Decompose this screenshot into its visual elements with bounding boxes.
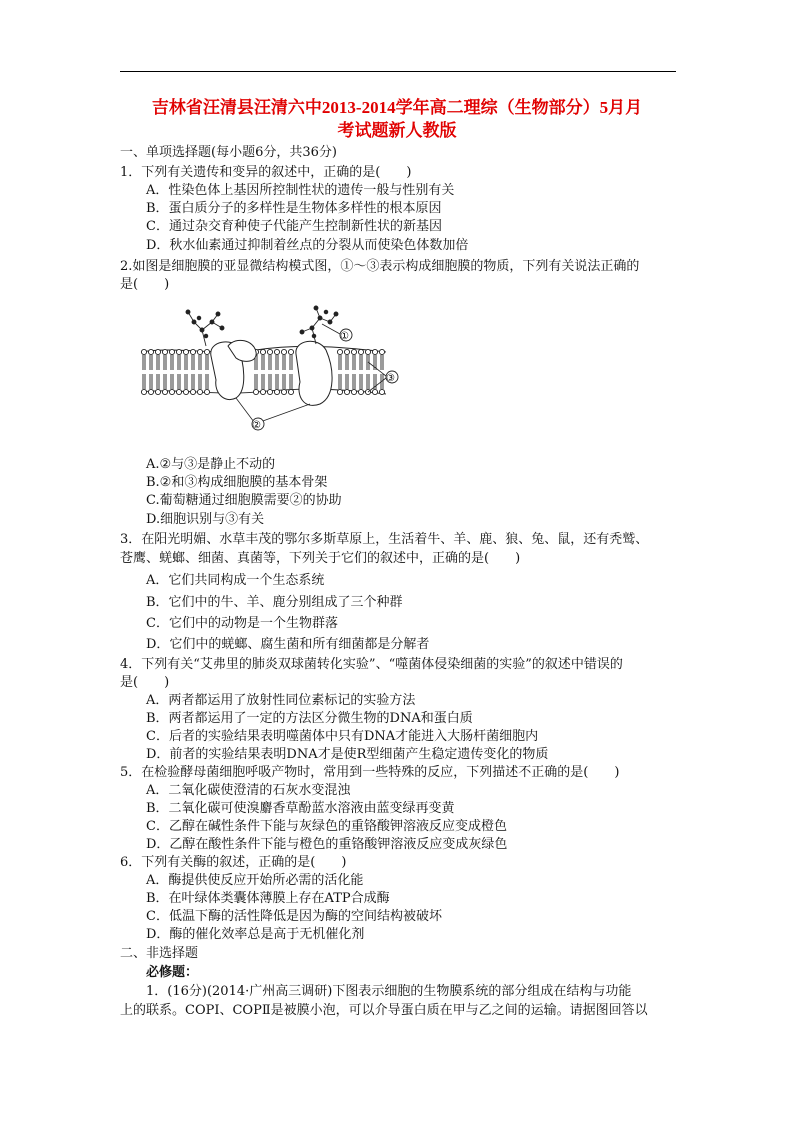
phospholipid-head [190, 349, 195, 354]
q2-option-c: C.葡萄糖通过细胞膜需要②的协助 [146, 493, 342, 508]
q3-option-b: B．它们中的牛、羊、鹿分别组成了三个种群 [146, 595, 403, 610]
phospholipid-head [155, 349, 160, 354]
phospholipid-head [183, 349, 188, 354]
q5-option-d: D．乙醇在酸性条件下能与橙色的重铬酸钾溶液反应变成灰绿色 [146, 837, 508, 852]
q3-option-a: A．它们共同构成一个生态系统 [146, 573, 325, 588]
phospholipid-head [274, 389, 279, 394]
phospholipid-head [155, 389, 160, 394]
cell-membrane-diagram [136, 300, 406, 440]
label-2: ② [252, 420, 261, 431]
phospholipid-head [169, 389, 174, 394]
phospholipid-tail [339, 374, 341, 389]
phospholipid-tail [255, 374, 257, 389]
q2-stem-line2: 是( ) [120, 277, 170, 292]
phospholipid-head [379, 349, 384, 354]
q2-option-a: A.②与③是静止不动的 [146, 457, 276, 472]
phospholipid-head [204, 389, 209, 394]
phospholipid-head [197, 349, 202, 354]
phospholipid-tail [206, 374, 208, 389]
section-heading-1: 一、单项选择题(每小题6分，共36分) [120, 145, 337, 160]
phospholipid-tail [346, 355, 348, 370]
q1-option-b: B．蛋白质分子的多样性是生物体多样性的根本原因 [146, 201, 442, 216]
q1-option-c: C．通过杂交育种使子代能产生控制新性状的新基因 [146, 219, 442, 234]
phospholipid-tail [269, 355, 271, 370]
q6-option-b: B．在叶绿体类囊体薄膜上存在ATP合成酶 [146, 891, 390, 906]
phospholipid-head [281, 389, 286, 394]
phospholipid-head [358, 389, 363, 394]
phospholipid-head [351, 349, 356, 354]
phospholipid-tail [276, 355, 278, 370]
phospholipid-tail [185, 355, 187, 370]
phospholipid-tail [339, 355, 341, 370]
q4-stem-line2: 是( ) [120, 675, 170, 690]
phospholipid-head [197, 389, 202, 394]
phospholipid-tail [150, 355, 152, 370]
phospholipid-tail [164, 355, 166, 370]
q5-stem: 5．在检验酵母菌细胞呼吸产物时，常用到一些特殊的反应，下列描述不正确的是( ) [120, 765, 620, 780]
doc-title-line1: 吉林省汪清县汪清六中2013-2014学年高二理综（生物部分）5月月 [151, 98, 643, 117]
phospholipid-head [176, 389, 181, 394]
q3-option-d: D．它们中的蜣螂、腐生菌和所有细菌都是分解者 [146, 637, 430, 652]
q3-option-c: C．它们中的动物是一个生物群落 [146, 616, 338, 631]
q3-stem-line1: 3．在阳光明媚、水草丰茂的鄂尔多斯草原上，生活着牛、羊、鹿、狼、兔、鼠，还有秃鹫、 [120, 532, 649, 547]
phospholipid-head [169, 349, 174, 354]
phospholipid-head [274, 349, 279, 354]
q3-stem-line2: 苍鹰、蜣螂、细菌、真菌等，下列关于它们的叙述中，正确的是( ) [120, 551, 521, 566]
phospholipid-tail [360, 374, 362, 389]
phospholipid-tail [192, 374, 194, 389]
phospholipid-head [281, 349, 286, 354]
phospholipid-head [253, 389, 258, 394]
phospholipid-tail [199, 355, 201, 370]
q6-option-d: D．酶的催化效率总是高于无机催化剂 [146, 927, 365, 942]
phospholipid-head [176, 349, 181, 354]
phospholipid-tail [164, 374, 166, 389]
phospholipid-head [337, 389, 342, 394]
phospholipid-tail [157, 374, 159, 389]
q5-option-a: A．二氧化碳使澄清的石灰水变混浊 [146, 783, 351, 798]
header-rule [120, 71, 676, 72]
phospholipid-tail [381, 355, 383, 370]
phospholipid-tail [269, 374, 271, 389]
phospholipid-tail [150, 374, 152, 389]
q7-line1: 1．(16分)(2014·广州高三调研)下图表示细胞的生物膜系统的部分组成在结构与功能 [146, 984, 632, 999]
phospholipid-tail [157, 355, 159, 370]
q4-option-b: B．两者都运用了一定的方法区分微生物的DNA和蛋白质 [146, 711, 473, 726]
phospholipid-head [365, 349, 370, 354]
phospholipid-head [204, 349, 209, 354]
q1-option-a: A．性染色体上基因所控制性状的遗传一般与性别有关 [146, 183, 455, 198]
phospholipid-head [190, 389, 195, 394]
phospholipid-head [372, 389, 377, 394]
phospholipid-head [141, 349, 146, 354]
phospholipid-tail [206, 355, 208, 370]
phospholipid-tail [283, 374, 285, 389]
phospholipid-tail [262, 374, 264, 389]
q5-option-b: B．二氧化碳可使溴麝香草酚蓝水溶液由蓝变绿再变黄 [146, 801, 455, 816]
phospholipid-head [351, 389, 356, 394]
q2-option-b: B.②和③构成细胞膜的基本骨架 [146, 475, 328, 490]
label-3: ③ [386, 373, 395, 384]
phospholipid-tail [276, 374, 278, 389]
phospholipid-head [337, 349, 342, 354]
phospholipid-head [260, 349, 265, 354]
phospholipid-tail [192, 355, 194, 370]
phospholipid-tail [353, 355, 355, 370]
q6-stem: 6．下列有关酶的叙述，正确的是( ) [120, 855, 347, 870]
phospholipid-tail [185, 374, 187, 389]
section-heading-2: 二、非选择题 [120, 946, 199, 961]
doc-title-line2: 考试题新人教版 [337, 121, 457, 140]
required-heading: 必修题： [146, 965, 199, 980]
phospholipid-tail [262, 355, 264, 370]
phospholipid-tail [346, 374, 348, 389]
q6-option-a: A．酶提供使反应开始所必需的活化能 [146, 873, 364, 888]
q2-stem-line1: 2.如图是细胞膜的亚显微结构模式图，①～③表示构成细胞膜的物质，下列有关说法正确的 [120, 259, 640, 274]
q7-line2: 上的联系。COPⅠ、COPⅡ是被膜小泡，可以介导蛋白质在甲与乙之间的运输。请据图回答以 [120, 1003, 648, 1018]
phospholipid-tail [143, 355, 145, 370]
phospholipid-head [267, 349, 272, 354]
phospholipid-tail [353, 374, 355, 389]
q1-stem: 1．下列有关遗传和变异的叙述中，正确的是( ) [120, 165, 412, 180]
phospholipid-head [379, 389, 384, 394]
q2-option-d: D.细胞识别与③有关 [146, 512, 265, 527]
phospholipid-head [148, 349, 153, 354]
q4-option-a: A．两者都运用了放射性同位素标记的实验方法 [146, 693, 416, 708]
lipid-bilayer [141, 346, 386, 394]
phospholipid-tail [178, 355, 180, 370]
q4-stem-line1: 4．下列有关“艾弗里的肺炎双球菌转化实验”、“噬菌体侵染细菌的实验”的叙述中错误的 [120, 657, 623, 672]
phospholipid-head [260, 389, 265, 394]
phospholipid-tail [171, 355, 173, 370]
q1-option-d: D．秋水仙素通过抑制着丝点的分裂从而使染色体数加倍 [146, 238, 469, 253]
phospholipid-tail [367, 374, 369, 389]
phospholipid-head [141, 389, 146, 394]
phospholipid-head [344, 389, 349, 394]
phospholipid-tail [360, 355, 362, 370]
phospholipid-head [372, 349, 377, 354]
phospholipid-head [358, 349, 363, 354]
phospholipid-head [148, 389, 153, 394]
phospholipid-tail [143, 374, 145, 389]
phospholipid-head [267, 389, 272, 394]
phospholipid-tail [290, 355, 292, 370]
phospholipid-tail [199, 374, 201, 389]
q4-option-d: D．前者的实验结果表明DNA才是使R型细菌产生稳定遗传变化的物质 [146, 747, 549, 762]
phospholipid-head [183, 389, 188, 394]
phospholipid-head [344, 349, 349, 354]
phospholipid-tail [178, 374, 180, 389]
phospholipid-tail [290, 374, 292, 389]
phospholipid-tail [171, 374, 173, 389]
glycocalyx-chains [186, 306, 338, 346]
q4-option-c: C．后者的实验结果表明噬菌体中只有DNA才能进入大肠杆菌细胞内 [146, 729, 539, 744]
label-1: ① [340, 331, 349, 342]
phospholipid-head [288, 349, 293, 354]
phospholipid-head [162, 389, 167, 394]
phospholipid-head [162, 349, 167, 354]
phospholipid-head [288, 389, 293, 394]
q5-option-c: C．乙醇在碱性条件下能与灰绿色的重铬酸钾溶液反应变成橙色 [146, 819, 507, 834]
phospholipid-tail [283, 355, 285, 370]
q6-option-c: C．低温下酶的活性降低是因为酶的空间结构被破坏 [146, 909, 442, 924]
